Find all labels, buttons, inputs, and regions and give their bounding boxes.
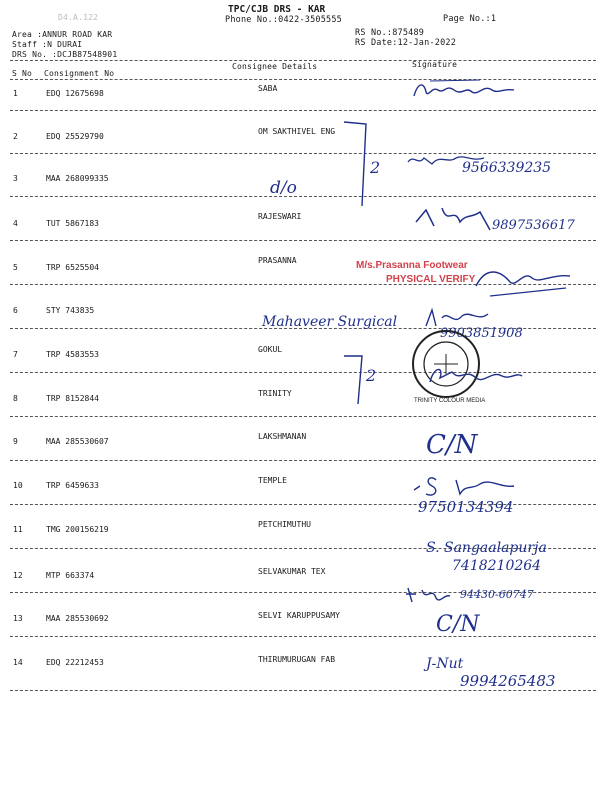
row-no: 4: [13, 219, 18, 228]
row-no: 2: [13, 132, 18, 141]
row-rule: [10, 460, 596, 461]
row-consignee: SELVI KARUPPUSAMY: [258, 611, 340, 620]
row-no: 9: [13, 437, 18, 446]
row-no: 3: [13, 174, 18, 183]
handwritten-phone-row11: 7418210264: [452, 558, 542, 574]
row-rule: [10, 240, 596, 241]
row-consignment: MAA 285530692: [46, 614, 109, 623]
row-no: 1: [13, 89, 18, 98]
page-number: Page No.:1: [443, 14, 497, 24]
handwritten-phone-row12: 94430-60747: [460, 588, 534, 601]
row-consignment: MAA 268099335: [46, 174, 109, 183]
row-no: 13: [13, 614, 23, 623]
row-no: 8: [13, 394, 18, 403]
row-rule: [10, 416, 596, 417]
handwritten-note-row6: Mahaveer Surgical: [262, 314, 398, 330]
handwritten-signature-row1: [410, 78, 520, 102]
row-consignee: PETCHIMUTHU: [258, 520, 311, 529]
row-consignment: TRP 6459633: [46, 481, 99, 490]
document-title: TPC/CJB DRS - KAR: [228, 4, 326, 15]
col-signature: Signature: [412, 60, 458, 69]
row-no: 7: [13, 350, 18, 359]
row-consignment: EDQ 12675698: [46, 89, 104, 98]
row-consignee: LAKSHMANAN: [258, 432, 307, 441]
handwritten-signature-row5: [470, 260, 580, 300]
handwritten-signature-row14: J-Nut: [426, 656, 464, 672]
row-consignment: TMG 200156219: [46, 525, 109, 534]
row-consignment: TRP 6525504: [46, 263, 99, 272]
row-rule: [10, 636, 596, 637]
handwritten-signature-row7: [426, 360, 526, 388]
handwritten-phone-row10: 9750134394: [418, 498, 514, 516]
row-consignment: EDQ 25529790: [46, 132, 104, 141]
handwritten-cin-row9: C/N: [426, 430, 478, 460]
row-consignment: MTP 663374: [46, 571, 95, 580]
row-rule: [10, 153, 596, 154]
handwritten-phone-row6: 9903851908: [440, 326, 523, 341]
col-consignment: Consignment No: [44, 69, 115, 78]
row-consignee: PRASANNA: [258, 256, 297, 265]
row-consignment: TRP 4583553: [46, 350, 99, 359]
row-no: 14: [13, 658, 23, 667]
header-rule-top: [10, 60, 596, 61]
row-consignment: TRP 8152844: [46, 394, 99, 403]
stamp-row5-name: M/s.Prasanna Footwear: [356, 260, 468, 271]
row-consignee: SELVAKUMAR TEX: [258, 567, 326, 576]
row-rule: [10, 196, 596, 197]
faint-stamp: D4.A.122: [58, 13, 99, 22]
handwritten-signature-row4: [408, 200, 498, 234]
row-no: 5: [13, 263, 18, 272]
row-consignee: TRINITY: [258, 389, 292, 398]
row-consignee: OM SAKTHIVEL ENG: [258, 127, 336, 136]
row-consignee: GOKUL: [258, 345, 283, 354]
handwritten-signature-row11: S. Sangaalapurja: [426, 540, 547, 556]
phone-number: Phone No.:0422-3505555: [225, 15, 342, 25]
row-no: 12: [13, 571, 23, 580]
handwritten-note-row4: d/o: [270, 178, 297, 198]
col-sno: S No: [12, 69, 33, 78]
staff-label: Staff :N DURAI: [12, 40, 83, 49]
row-consignment: MAA 285530607: [46, 437, 109, 446]
handwritten-phone-row4: 9897536617: [492, 218, 575, 233]
handwritten-phone-row3: 9566339235: [462, 160, 552, 176]
row-consignment: TUT 5867183: [46, 219, 99, 228]
company-seal-text: TRINITY COLOUR MEDIA: [414, 398, 486, 404]
area-label: Area :ANNUR ROAD KAR: [12, 30, 113, 39]
row-consignee: THIRUMURUGAN FAB: [258, 655, 336, 664]
row-consignment: EDQ 22212453: [46, 658, 104, 667]
row-rule: [10, 110, 596, 111]
handwritten-phone-row14: 9994265483: [460, 672, 556, 690]
handwritten-signature-row12: [404, 582, 454, 606]
row-consignee: RAJESWARI: [258, 212, 302, 221]
handwritten-mark-row3: 2: [370, 158, 381, 177]
drs-number: DRS No. :DCJB87548901: [12, 50, 118, 59]
col-consignee: Consignee Details: [232, 62, 318, 71]
row-consignee: TEMPLE: [258, 476, 287, 485]
row-no: 6: [13, 306, 18, 315]
row-no: 10: [13, 481, 23, 490]
bracket-rows-2-4: [340, 118, 370, 208]
rs-number: RS No.:875489: [355, 28, 425, 38]
stamp-row5-verify: PHYSICAL VERIFY: [386, 274, 476, 285]
bracket-rows-7-8: [340, 352, 366, 408]
handwritten-cin-row13: C/N: [436, 612, 480, 637]
row-consignee: SABA: [258, 84, 278, 93]
row-no: 11: [13, 525, 23, 534]
row-rule: [10, 690, 596, 691]
handwritten-mark-row7: 2: [366, 366, 377, 385]
rs-date: RS Date:12-Jan-2022: [355, 38, 457, 48]
row-consignment: STY 743835: [46, 306, 95, 315]
